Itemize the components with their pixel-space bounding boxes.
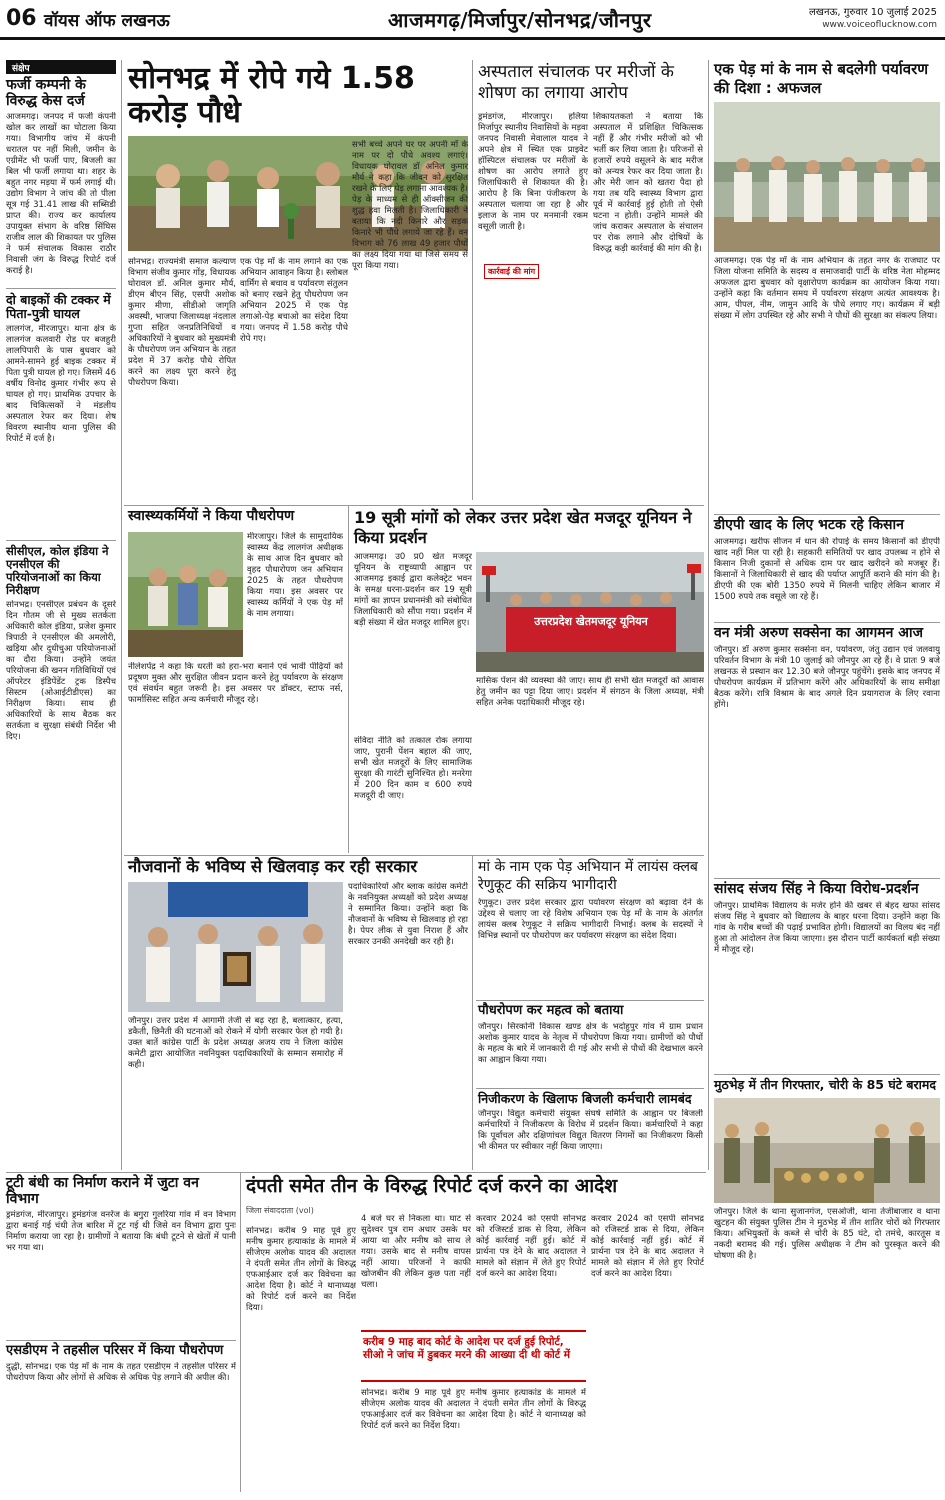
mother-headline: एक पेड़ मां के नाम से बदलेगी पर्यावरण की दिशा : अफजल [714, 60, 929, 97]
row-rule [6, 1172, 706, 1173]
brief-4 [6, 1176, 236, 1340]
union-banner-text: उत्तरप्रदेश खेतमजदूर यूनियन [534, 615, 648, 628]
minister-story [714, 626, 940, 885]
lead-body-col1: सोनभद्र। राज्यमंत्री समाज कल्याण विभाग संजीव कुमार गोंड़, विधायक घोरावल डॉ. अनिल कुमार मौर्य, डीएम बीएन सिंह, एसपी अशोक कुमार मीणा, सीडीओ जागृति अवस्थी, भाजपा जिलाध्यक्ष नंदलाल गुप्ता सहित जनप्रतिनिधियों व अधिकारियों ने बुधवार को मुख्यमंत्री के पौधरोपण जन अभियान के तहत प्रदेश में 37 करोड़ पौधे रोपित करने का लक्ष्य पूरा करने हेतु पौधरोपण किया। [128, 257, 236, 388]
lead-body-col3 [352, 140, 468, 502]
youth-photo [128, 882, 343, 1012]
youth-body-col2: पदाधिकारियों और ब्लाक कांग्रेस कमेटी के नवनियुक्त अध्यक्षों को प्रदेश अध्यक्ष ने सम्मानित किया। उन्होंने कहा कि नौजवानों के भविष्य से खिलवाड़ हो रहा है। पेपर लीक से युवा निराश हैं और सरकार उनकी अनदेखी कर रही है। [348, 882, 468, 947]
lions-headline: मां के नाम एक पेड़ अभियान में लायंस क्लब रेणुकूट की सक्रिय भागीदारी [478, 859, 698, 893]
column-rule [348, 505, 349, 853]
plant-story [478, 1004, 703, 1084]
column-rule [708, 60, 709, 1170]
column-rule [472, 855, 473, 1170]
union-body-col2: संविदा नीति को तत्काल रोक लगाया जाए, पुरानी पेंशन बहाल की जाए, सभी खेत मजदूरों के लिए सामाजिक सुरक्षा की गारंटी सुनिश्चित हो। मनरेगा में 200 दिन काम व 600 रुपये मजदूरी दी जाए। [354, 736, 472, 801]
mp-headline: सांसद संजय सिंह ने किया विरोध-प्रदर्शन [714, 881, 919, 897]
website: www.voiceoflucknow.com [822, 20, 937, 30]
plant-headline: पौधरोपण कर महत्व को बताया [478, 1003, 624, 1018]
row-rule [124, 855, 704, 856]
brief-3-title: सीसीएल, कोल इंडिया ने एनसीएल की परियोजनाओं का किया निरीक्षण [6, 540, 116, 597]
row-rule [714, 514, 940, 515]
minister-headline: वन मंत्री अरुण सक्सेना का आगमन आज [714, 625, 923, 641]
lead-body-col3-b: जिलाधिकारी ने बताया कि नदी किनारे और सड़क किनारे भी पौधे लगाये जा रहे हैं। वन विभाग को 76 लाख 49 हजार पौधों का लक्ष्य दिया गया था जिसे समय से पूरा किया गया। [352, 206, 468, 271]
union-photo [476, 552, 704, 672]
plant-body: जौनपुर। सिरकोनी विकास खण्ड क्षेत्र के भदोहुपुर गांव में ग्राम प्रधान अशोक कुमार यादव के नेतृत्व में पौधरोपण किया गया। ग्रामीणों को पौधों के महत्व के बारे में जानकारी दी गई और सभी से पौधों की देखभाल करने का आह्वान किया गया। [478, 1021, 703, 1065]
couple-pull-quote [361, 1330, 586, 1382]
column-rule [240, 1172, 241, 1492]
hospital-tag: कार्रवाई की मांग [484, 264, 539, 279]
mp-story [714, 882, 940, 1071]
health-body-col1: मीरजापुर। जिले के सामुदायिक स्वास्थ्य केंद्र लालगंज अधीक्षक के साथ आज दिन बुधवार को वृहद पौधारोपण जन अभियान 2025 के तहत पौधरोपण किया गया। इस अवसर पर स्वास्थ्य कर्मियों ने एक पेड़ माँ के नाम लगाया। [247, 532, 343, 619]
couple-headline: दंपती समेत तीन के विरुद्ध रिपोर्ट दर्ज करने का आदेश [246, 1175, 618, 1197]
hospital-story [478, 62, 703, 104]
mother-body: आजमगढ़। एक पेड़ माँ के नाम अभियान के तहत नगर के राजघाट पर जिला योजना समिति के सदस्य व समाजवादी पार्टी के वरिष्ठ नेता मोहम्मद अफजल द्वारा बुधवार को वृक्षारोपण कार्यक्रम का आयोजन किया गया। उन्होंने कहा कि वर्तमान समय में पर्यावरण संरक्षण अत्यंत आवश्यक है। आम, पीपल, नीम, जामुन आदि के पौधे लगाए गए। कार्यक्रम में बड़ी संख्या में लोग उपस्थित रहे और सभी ने पौधों की सुरक्षा का संकल्प लिया। [714, 256, 940, 321]
arrest-photo [714, 1098, 940, 1203]
youth-headline: नौजवानों के भविष्य से खिलवाड़ कर रही सरकार [128, 857, 418, 876]
masthead [0, 0, 945, 40]
hospital-body-col2 [593, 112, 703, 500]
mother-photo [714, 102, 940, 252]
lead-story [128, 62, 468, 130]
couple-body-col3: करवार 2024 को एसपी सोनभद्र को रजिस्टर्ड डाक से दिया, लेकिन कोई कार्रवाई नहीं हुई। कोर्ट में प्रार्थना पत्र देने के बाद अदालत ने मामले को संज्ञान में लेते हुए रिपोर्ट दर्ज करने का आदेश दिया। [476, 1214, 586, 1279]
brief-5 [6, 1344, 236, 1472]
power-story [478, 1092, 703, 1164]
column-rule [472, 60, 473, 500]
couple-byline: जिला संवाददाता (vol) [246, 1206, 314, 1216]
brief-1-body: आजमगढ़। जनपद में फर्जी कंपनी खोल कर लाखों का घोटाला किया गया। विभागीय जांच में कंपनी धरातल पर नहीं मिली, जमीन के एग्रीमेंट भी फर्जी पाए, बिजली का बिल भी फर्जी लगाया था। शहर के बहुत नगर मड़या में फर्म लगाई थी। उद्योग विभाग ने जांच की तो पीला सूत्र गई 31.41 लाख की सब्सिडी प्राप्त की। राज्य कर कार्यालय उपायुक्त संभाग के वरिष्ठ सिंघिस राजीव लाल की शिकायत पर पुलिस ने फर्म संचालक विकास राठौर निवासी जंग के विरुद्ध रिपोर्ट दर्ज कराई है। [6, 112, 116, 277]
couple-body-col2: 4 बजे घर से निकला था। घाट से सुदेश्वर पुत्र राम अधार उसके घर आया था और मनीष को साथ ले गया। उसके बाद से मनीष वापस नहीं आया। परिजनों ने काफी खोजबीन की लेकिन कुछ पता नहीं चला। [361, 1214, 471, 1290]
brief-column [6, 78, 116, 1120]
power-body: जौनपुर। विद्युत कर्मचारी संयुक्त संघर्ष समिति के आह्वान पर बिजली कर्मचारियों ने निजीकरण के विरोध में प्रदर्शन किया। कर्मचारियों ने कहा कि पूर्वांचल और दक्षिणांचल विद्युत वितरण निगमों का निजीकरण किसी भी कीमत पर स्वीकार नहीं किया जाएगा। [478, 1109, 703, 1152]
lions-story [478, 858, 703, 988]
mother-story [714, 60, 940, 98]
couple-body-col1: सोनभद्र। करीब 9 माह पूर्व हुए मनीष कुमार हत्याकांड के मामले में सीजेएम अलोक यादव की अदालत ने दंपती समेत तीन लोगों के विरुद्ध एफआईआर दर्ज कर विवेचना का आदेश दिया है। कोर्ट ने थानाध्यक्ष को रिपोर्ट दर्ज करने का निर्देश दिया। [246, 1226, 356, 1313]
edition-title: आजमगढ़/मिर्जापुर/सोनभद्र/जौनपुर [388, 8, 652, 32]
page-number: 06 [6, 6, 37, 31]
arrest-story [714, 1078, 940, 1092]
union-headline: 19 सूत्री मांगों को लेकर उत्तर प्रदेश खेत मजदूर यूनियन ने किया प्रदर्शन [354, 508, 692, 547]
arrest-body: जौनपुर। जिले के थाना सुजानगंज, एसओजी, थाना तेजीबाजार व थाना खुटहन की संयुक्त पुलिस टीम ने मुठभेड़ में तीन शातिर चोरों को गिरफ्तार किया। अभियुक्तों के कब्जे से चोरी के 85 घंटे, दो तमंचे, कारतूस व नकदी बरामद की गई। पुलिस अधीक्षक ने टीम को पुरस्कृत करने की घोषणा की है। [714, 1207, 940, 1261]
hospital-body-col2-a: शिकायतकर्ता ने बताया कि अस्पताल में प्रशिक्षित चिकित्सक नहीं हैं और गंभीर मरीजों को भी भर्ती कर लिया जाता है। परिजनों से हजारों रुपये वसूलने के बाद मरीज को अन्यत्र रेफर कर दिया जाता है। [593, 112, 703, 177]
couple-story [246, 1176, 704, 1216]
union-story [354, 508, 704, 548]
brief-2-body: लालगंज, मीरजापुर। थाना क्षेत्र के लालगंज कलवारी रोड पर बजहुरी लालपिपारी के पास बुधवार को आमने-सामने हुई बाइक टक्कर में पिता पुत्री घायल हो गए। जिसमें 46 वर्षीय विनोद कुमार गंभीर रूप से घायल हो गए। प्राथमिक उपचार के बाद चिकित्सकों ने मंडलीय अस्पताल रेफर कर दिया। शेष विवरण स्थानीय थाना पुलिस की रिपोर्ट में दर्ज है। [6, 324, 116, 445]
brief-3-body: सोनभद्र। एनसीएल प्रबंधन के दूसरे दिन गौतम जी से मुख्य सतर्कता अधिकारी कोल इंडिया, प्रजेश कुमार त्रिपाठी ने एनसीएल की अमलोरी, खड़िया और दुधीचुआ परियोजनाओं का दौरा किया। उन्होंने जयंत परियोजना की खनन गतिविधियों एवं ऑपरेटर इंडिपेंडेंट ट्रक डिस्पैच सिस्टम (ओआईटीडीएस) का निरीक्षण किया। साथ ही अधिकारियों के साथ बैठक कर सतर्कता व सुरक्षा संबंधी निर्देश भी दिए। [6, 599, 116, 742]
health-story [128, 509, 343, 525]
section-label: संक्षेप [6, 60, 116, 74]
row-rule [714, 622, 940, 623]
hospital-body-col1: ड्रमंडगंज, मीरजापुर। हलिया मिर्जापुर स्थानीय निवासियों के मड़वा जनपद निवासी मेवालाल यादव ने अपने क्षेत्र में स्थित एक प्राइवेट हॉस्पिटल संचालक पर मरीजों के शोषण का आरोप लगाते हुए जिलाधिकारी से शिकायत की है। आरोप है कि बिना पंजीकरण के अस्पताल चलाया जा रहा है और इलाज के नाम पर मनमानी रकम वसूली जाती है। [478, 112, 588, 232]
lions-body: रेणुकूट। उत्तर प्रदेश सरकार द्वारा पर्यावरण संरक्षण को बढ़ावा देने के उद्देश्य से चलाए जा रहे विशेष अभियान एक पेड़ माँ के नाम के अंतर्गत लायंस क्लब रेणुकूट ने सक्रिय भागीदारी निभाई। क्लब के सदस्यों ने विभिन्न स्थानों पर पौधरोपण कर पर्यावरण संरक्षण का संदेश दिया। [478, 898, 703, 941]
row-rule [476, 1000, 704, 1001]
brief-4-title: टूटी बंधी का निर्माण कराने में जुटा वन विभाग [6, 1175, 199, 1207]
brief-2-title: दो बाइकों की टक्कर में पिता-पुत्री घायल [6, 288, 116, 321]
newspaper-name: वॉयस ऑफ लखनऊ [44, 11, 170, 31]
hospital-body-col2-b: और मेरी जान को खतरा पैदा हो गया तब यदि स्वास्थ्य विभाग द्वारा पूर्व में कार्रवाई हुई होती तो ऐसी घटना न होती। उन्होंने मामले की जांच कराकर अस्पताल के संचालन पर रोक लगाने और दोषियों के विरुद्ध कड़ी कार्रवाई की मांग की है। [593, 178, 703, 254]
dateline: लखनऊ, गुरुवार 10 जुलाई 2025 [809, 7, 937, 18]
brief-5-title: एसडीएम ने तहसील परिसर में किया पौधरोपण [6, 1343, 224, 1358]
couple-pull-text: करीब 9 माह बाद कोर्ट के आदेश पर दर्ज हुई रिपोर्ट, सीओ ने जांच में डुबकर मरने की आख्या दी थी कोर्ट में [363, 1336, 570, 1361]
dap-headline: डीएपी खाद के लिए भटक रहे किसान [714, 517, 904, 533]
brief-5-body: दुद्धी, सोनभद्र। एक पेड़ माँ के नाम के तहत एसडीएम ने तहसील परिसर में पौधरोपण किया और लोगों से अधिक से अधिक पेड़ लगाने की अपील की। [6, 1361, 236, 1383]
mp-body: जौनपुर। प्राथमिक विद्यालय के मर्जर होने की खबर से बेहद खफा सांसद संजय सिंह ने बुधवार को विद्यालय के बाहर धरना दिया। उन्होंने कहा कि गांव के गरीब बच्चों की पढ़ाई प्रभावित होगी। विद्यालयों का विलय बंद नहीं हुआ तो आंदोलन तेज किया जाएगा। इस दौरान पार्टी कार्यकर्ता बड़ी संख्या में मौजूद रहे। [714, 900, 940, 955]
health-body-col2: नीलेशपेंद्र ने कहा कि धरती को हरा-भरा बनाने एवं भावी पीढ़ियों को प्रदूषण मुक्त और सुरक्षित जीवन प्रदान करने हेतु पर्यावरण के संरक्षण एवं संवर्धन बहुत जरूरी है। इस अवसर पर डॉक्टर, स्टाफ नर्स, फार्मासिस्ट सहित अन्य कर्मचारी मौजूद रहे। [128, 662, 343, 705]
row-rule [714, 1074, 940, 1075]
health-photo [128, 532, 243, 657]
dap-body: आजमगढ़। खरीफ सीजन में धान की रोपाई के समय किसानों को डीएपी खाद नहीं मिल पा रही है। सहकारी समितियों पर खाद उपलब्ध न होने से किसान निजी दुकानों से अधिक दाम पर खाद खरीदने को मजबूर हैं। किसानों ने जिलाधिकारी से खाद की पर्याप्त आपूर्ति कराने की मांग की है। डीएपी की एक बोरी 1350 रुपये में मिलनी चाहिए लेकिन बाजार में 1500 रुपये तक वसूले जा रहे हैं। [714, 536, 940, 602]
brief-1-title: फर्जी कम्पनी के विरुद्ध केस दर्ज [6, 77, 86, 109]
lead-body-col2: एक पेड़ माँ के नाम लगाने का एक अभियान आवाहन किया है। स्लोबल वार्मिंग से बचाव व पर्यावरण संतुलन को बनाए रखने हेतु पौधरोपण जन अभियान 2025 में एक पेड़ लगाओ-पेड़ बचाओ का संदेश दिया गया। जनपद में 1.58 करोड़ पौधे रोपे गए। [240, 257, 348, 344]
couple-body-col4: करवार 2024 को एसपी सोनभद्र को रजिस्टर्ड डाक से दिया, लेकिन कोई कार्रवाई नहीं हुई। कोर्ट में प्रार्थना पत्र देने के बाद अदालत ने मामले को संज्ञान में लेते हुए रिपोर्ट दर्ज करने का आदेश दिया। [591, 1214, 704, 1279]
row-rule [124, 505, 704, 506]
column-rule [121, 60, 122, 1170]
row-rule [476, 1088, 704, 1089]
hospital-headline: अस्पताल संचालक पर मरीजों के शोषण का लगाया आरोप [478, 62, 674, 103]
couple-body-col5: सोनभद्र। करीब 9 माह पूर्व हुए मनीष कुमार हत्याकांड के मामले में सीजेएम अलोक यादव की अदालत ने दंपती समेत तीन लोगों के विरुद्ध एफआईआर दर्ज कर विवेचना का आदेश दिया है। कोर्ट ने थानाध्यक्ष को रिपोर्ट दर्ज करने का निर्देश दिया। [361, 1388, 586, 1431]
lead-headline: सोनभद्र में रोपे गये 1.58 करोड़ पौधे [128, 61, 415, 130]
brief-4-body: ड्रमंडगंज, मीरजापुर। ड्रमंडगंज वनरेंज के बगुरा गुलरिया गांव में वन विभाग द्वारा बनाई गई चंधी तेज बारिश में टूट गई थी जिसे वन विभाग द्वारा पुनः निर्माण कराया जा रहा है। ग्रामीणों ने बताया कि बंधी टूटने से खेतों में पानी भर गया था। [6, 1210, 236, 1254]
arrest-headline: मुठभेड़ में तीन गिरफ्तार, चोरी के 85 घंटे बरामद [714, 1077, 936, 1092]
youth-story [128, 858, 468, 876]
union-body-col3: मासिक पेंशन की व्यवस्था की जाए। साथ ही सभी खेत मजदूरों को आवास हेतु जमीन का पट्टा दिया जाए। प्रदर्शन में संगठन के जिला अध्यक्ष, मंत्री सहित अनेक पदाधिकारी मौजूद रहे। [476, 676, 704, 708]
dap-story [714, 518, 940, 619]
youth-body-col1: जौनपुर। उत्तर प्रदेश में आगामी तेजी से बढ़ रहा है, बलात्कार, हत्या, डकैती, छिनैती की घटनाओं को रोकने में योगी सरकार फेल हो गयी है। उक्त बातें कांग्रेस पार्टी के प्रदेश अध्यक्ष अजय राय ने जिला कांग्रेस कमेटी द्वारा आयोजित नवनियुक्त पदाधिकारियों के सम्मान समारोह में कही। [128, 1016, 343, 1070]
health-headline: स्वास्थ्यकर्मियों ने किया पौधरोपण [128, 508, 295, 524]
power-headline: निजीकरण के खिलाफ बिजली कर्मचारी लामबंद [478, 1091, 692, 1106]
union-body-col1: आजमगढ़। उ0 प्र0 खेत मजदूर यूनियन के राष्ट्रव्यापी आह्वान पर आजमगढ़ इकाई द्वारा कलेक्ट्रेट भवन के समक्ष धरना-प्रदर्शन कर 19 सूत्री मांगों का ज्ञापन प्रधानमंत्री को संबोधित जिलाधिकारी को सौंपा गया। प्रदर्शन में बड़ी संख्या में खेत मजदूर शामिल हुए। [354, 552, 472, 628]
lead-body-col3-a: सभी बच्चे अपने घर पर अपनी माँ के नाम पर दो पौधे अवश्य लगाएं। विधायक घोरावल डॉ अनिल कुमार मौर्य ने कहा कि जीवन को सुरक्षित रखने के लिए पेड़ लगाना आवश्यक है। पेड़ के माध्यम से ही ऑक्सीजन की शुद्ध हवा मिलती है। [352, 140, 468, 216]
minister-body: जौनपुर। डॉ अरुण कुमार सक्सेना वन, पर्यावरण, जंतु उद्यान एवं जलवायु परिवर्तन विभाग के मंत्री 10 जुलाई को जौनपुर आ रहे हैं। वे प्रातः 9 बजे लखनऊ से प्रस्थान कर 12.30 बजे जौनपुर पहुंचेंगे। इसके बाद जनपद में पौधरोपण कार्यक्रम में प्रतिभाग करेंगे और अधिकारियों के साथ समीक्षा बैठक करेंगे। रात्रि विश्राम के बाद अगले दिन प्रयागराज के लिए रवाना होंगे। [714, 644, 940, 710]
row-rule [6, 1340, 236, 1341]
row-rule [714, 878, 940, 879]
